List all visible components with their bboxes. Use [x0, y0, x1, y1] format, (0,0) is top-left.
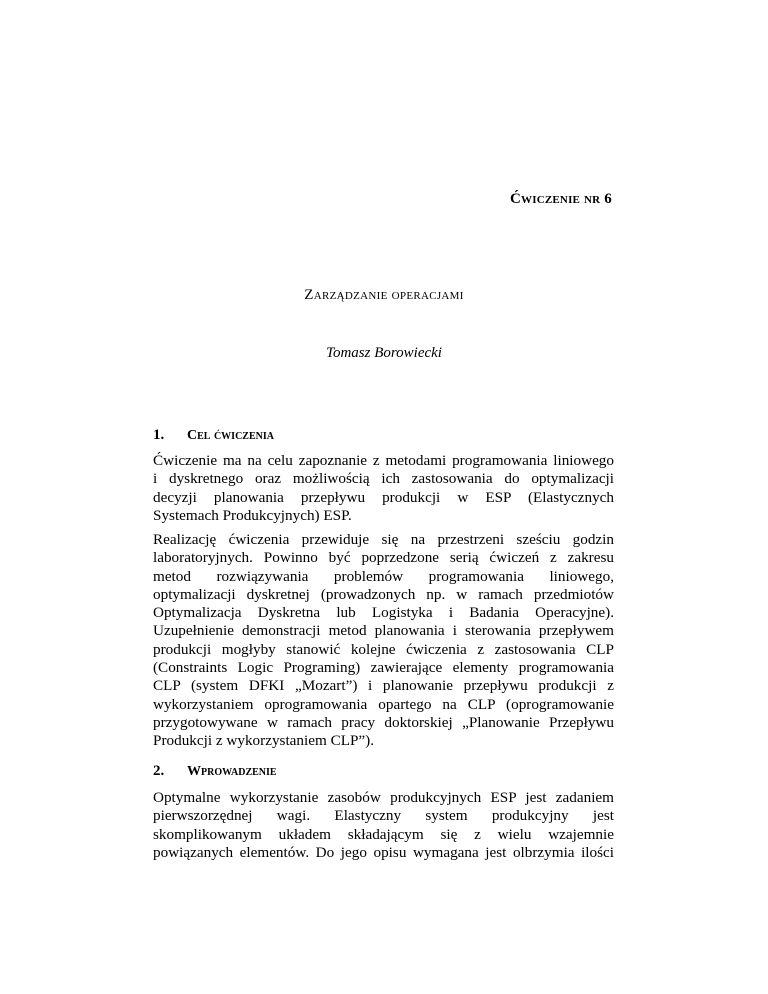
document-title: Zarządzanie operacjami: [304, 287, 464, 303]
text-line: skomplikowanym układem składającym się z wielu wzajemnie: [153, 825, 614, 843]
text-line: Ćwiczenie ma na celu zapoznanie z metodami programowania liniowego: [153, 452, 614, 469]
text-line: wykorzystaniem oprogramowania opartego na CLP (oprogramowanie: [153, 695, 614, 713]
section-number: 1.: [153, 427, 165, 443]
paragraph-1: [153, 452, 614, 525]
text-line: i dyskretnego oraz możliwością ich zastosowania do optymalizacji: [153, 470, 614, 488]
text-line: Optymalne wykorzystanie zasobów produkcyjnych ESP jest zadaniem: [153, 789, 614, 806]
section-heading-2: [153, 763, 277, 780]
text-line: Realizację ćwiczenia przewiduje się na przestrzeni sześciu godzin: [153, 531, 614, 548]
text-line: CLP (system DFKI „Mozart”) i planowanie przepływu produkcji z: [153, 677, 614, 695]
text-line: laboratoryjnych. Powinno być poprzedzone serią ćwiczeń z zakresu: [153, 549, 614, 567]
text-line: Uzupełnienie demonstracji metod planowania i sterowania przepływem: [153, 622, 614, 640]
text-line: powiązanych elementów. Do jego opisu wymagana jest olbrzymia ilości: [153, 843, 614, 861]
text-line: produkcji mogłyby stanowić kolejne ćwiczenia z zastosowania CLP: [153, 640, 614, 658]
section-title: Cel ćwiczenia: [187, 428, 274, 443]
text-line: decyzji planowania przepływu produkcji w ESP (Elastycznych: [153, 488, 614, 506]
text-line: optymalizacji dyskretnej (prowadzonych np. w ramach przedmiotów: [153, 585, 614, 603]
chapter-heading: [300, 191, 612, 208]
text-line: pierwszorzędnej wagi. Elastyczny system produkcyjny jest: [153, 807, 614, 825]
text-line: Produkcji z wykorzystaniem CLP”).: [153, 732, 375, 750]
chapter-number: 6: [604, 191, 612, 207]
text-line: Optymalizacja Dyskretna lub Logistyka i Badania Operacyjne).: [153, 604, 614, 622]
text-line: przygotowywane w ramach pracy doktorskiej „Planowanie Przepływu: [153, 713, 614, 731]
text-line: (Constraints Logic Programing) zawierające elementy programowania: [153, 659, 614, 677]
text-line: metod rozwiązywania problemów programowania liniowego,: [153, 567, 614, 585]
author-name: Tomasz Borowiecki: [326, 345, 442, 361]
section-number: 2.: [153, 763, 165, 779]
section-title: Wprowadzenie: [187, 764, 277, 779]
paragraph-3: [153, 789, 614, 862]
paragraph-2: [153, 531, 614, 751]
chapter-label: Ćwiczenie nr: [510, 191, 601, 207]
text-line: Systemach Produkcyjnych) ESP.: [153, 506, 352, 524]
section-heading-1: [153, 427, 274, 444]
